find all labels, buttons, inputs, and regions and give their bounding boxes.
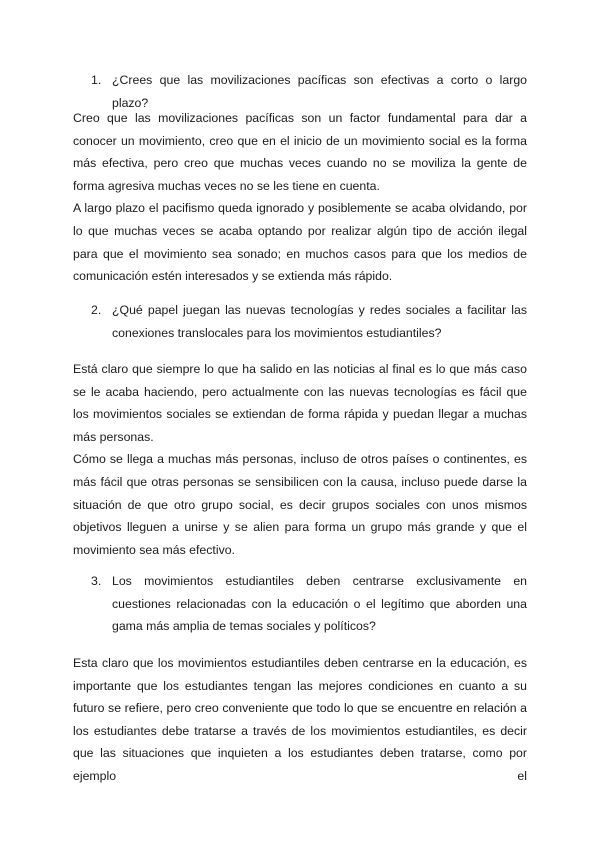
answer-paragraph: A largo plazo el pacifismo queda ignorado y posiblemente se acaba olvidando, por lo que muchas veces se acaba optando por realizar algún tipo de acción ilegal para que el movimiento sea sonado; en muchos casos para que los medios de comunicación estén interesados y se extienda más rápido. <box>73 201 527 284</box>
answer-paragraph: Cómo se llega a muchas más personas, incluso de otros países o continentes, es más fácil que otras personas se sensibilicen con la causa, incluso puede darse la situación de que otro grupo social, es decir grupos sociales con unos mismos objetivos lleguen a unirse y se alien para forma un grupo más grande y que el movimiento sea más efectivo. <box>73 452 527 557</box>
answer-2 <box>73 358 527 561</box>
question-number: 1. <box>91 73 102 87</box>
answer-paragraph: Está claro que siempre lo que ha salido en las noticias al final es lo que más caso se le acaba haciendo, pero actualmente con las nuevas tecnologías es fácil que los movimientos sociales se extiendan de forma rápida y puedan llegar a muchas más personas. <box>73 362 527 444</box>
answer-1 <box>73 107 527 288</box>
answer-paragraph: Creo que las movilizaciones pacíficas son un factor fundamental para dar a conocer un movimiento, creo que en el inicio de un movimiento social es la forma más efectiva, pero creo que muchas veces cuando no se moviliza la gente de forma agresiva muchas veces no se les tiene en cuenta. <box>73 111 527 193</box>
answer-3 <box>73 652 527 788</box>
answer-paragraph: Esta claro que los movimientos estudiantiles deben centrarse en la educación, es importante que los estudiantes tengan las mejores condiciones en cuanto a su futuro se refiere, pero creo conveniente que todo lo que se encuentre en relación a los estudiantes debe tratarse a través de los movimientos estudiantiles, es decir que las situaciones que inquieten a los estudiantes deben tratarse, como por ejemplo el <box>73 656 527 783</box>
question-number: 2. <box>91 303 102 317</box>
question-text: ¿Qué papel juegan las nuevas tecnologías y redes sociales a facilitar las conexiones translocales para los movimientos estudiantiles? <box>112 303 527 340</box>
question-2 <box>91 299 527 344</box>
question-text: Los movimientos estudiantiles deben centrarse exclusivamente en cuestiones relacionadas con la educación o el legítimo que aborden una gama más amplia de temas sociales y políticos? <box>112 574 527 633</box>
question-number: 3. <box>91 574 102 588</box>
question-3 <box>91 570 527 638</box>
question-text: ¿Crees que las movilizaciones pacíficas son efectivas a corto o largo plazo? <box>112 73 527 110</box>
